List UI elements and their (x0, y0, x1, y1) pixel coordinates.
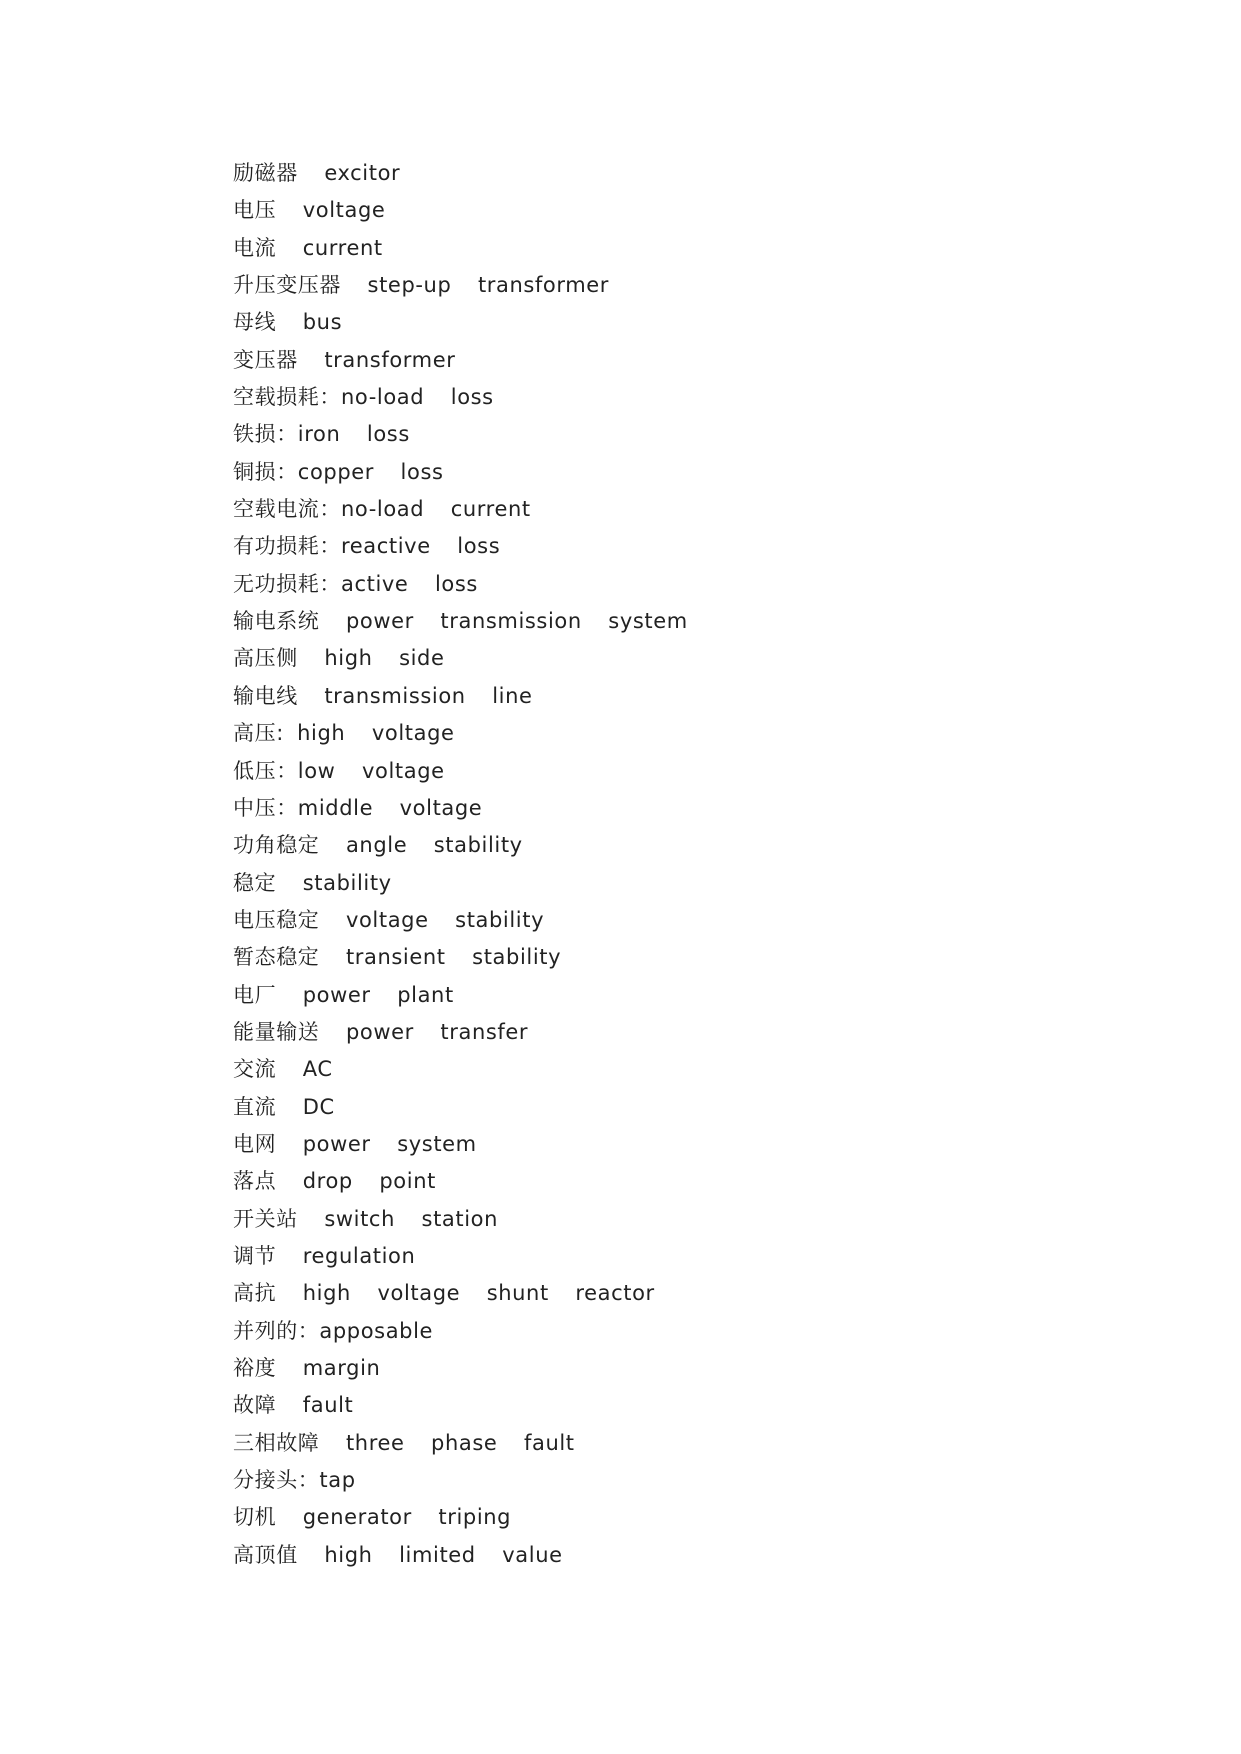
glossary-entry: 铁损：iron loss (233, 422, 410, 447)
glossary-entry: 并列的：apposable (233, 1318, 434, 1343)
glossary-entry: 电网 power system (233, 1131, 477, 1156)
glossary-entry: 铜损：copper loss (233, 459, 444, 484)
glossary-entry: 切机 generator triping (233, 1505, 512, 1530)
glossary-entry: 空载损耗：no-load loss (233, 385, 494, 410)
glossary-entry: 落点 drop point (233, 1169, 436, 1194)
glossary-list (233, 155, 688, 1574)
glossary-entry: 高顶值 high limited value (233, 1542, 563, 1567)
glossary-entry: 三相故障 three phase fault (233, 1430, 575, 1455)
glossary-entry: 能量输送 power transfer (233, 1019, 529, 1044)
glossary-entry: 电压 voltage (233, 198, 386, 223)
glossary-entry: 分接头：tap (233, 1468, 356, 1493)
glossary-entry: 高抗 high voltage shunt reactor (233, 1281, 655, 1306)
glossary-entry: 裕度 margin (233, 1356, 381, 1380)
glossary-entry: 低压：low voltage (233, 758, 445, 783)
glossary-entry: 中压：middle voltage (233, 795, 483, 820)
glossary-entry: 故障 fault (233, 1393, 354, 1418)
glossary-entry: 直流 DC (233, 1094, 335, 1119)
glossary-entry: 电厂 power plant (233, 982, 454, 1007)
glossary-entry: 调节 regulation (233, 1243, 416, 1268)
glossary-entry: 稳定 stability (233, 870, 392, 895)
glossary-entry: 高压: high voltage (233, 721, 455, 746)
glossary-entry: 开关站 switch station (233, 1206, 499, 1231)
glossary-entry: 暂态稳定 transient stability (233, 945, 562, 970)
glossary-entry: 空载电流：no-load current (233, 497, 531, 522)
glossary-entry: 交流 AC (233, 1057, 333, 1082)
glossary-entry: 高压侧 high side (233, 646, 445, 671)
glossary-entry: 变压器 transformer (233, 347, 456, 372)
glossary-entry: 电流 current (233, 235, 383, 260)
glossary-entry: 有功损耗：reactive loss (233, 534, 501, 559)
glossary-entry: 母线 bus (233, 310, 343, 335)
glossary-entry: 无功损耗：active loss (233, 571, 478, 596)
glossary-entry: 励磁器 excitor (233, 161, 401, 185)
glossary-entry: 输电系统 power transmission system (233, 609, 688, 634)
glossary-entry: 电压稳定 voltage stability (233, 907, 545, 932)
glossary-entry: 功角稳定 angle stability (233, 833, 523, 858)
glossary-entry: 输电线 transmission line (233, 683, 533, 708)
glossary-entry: 升压变压器 step-up transformer (233, 273, 610, 298)
